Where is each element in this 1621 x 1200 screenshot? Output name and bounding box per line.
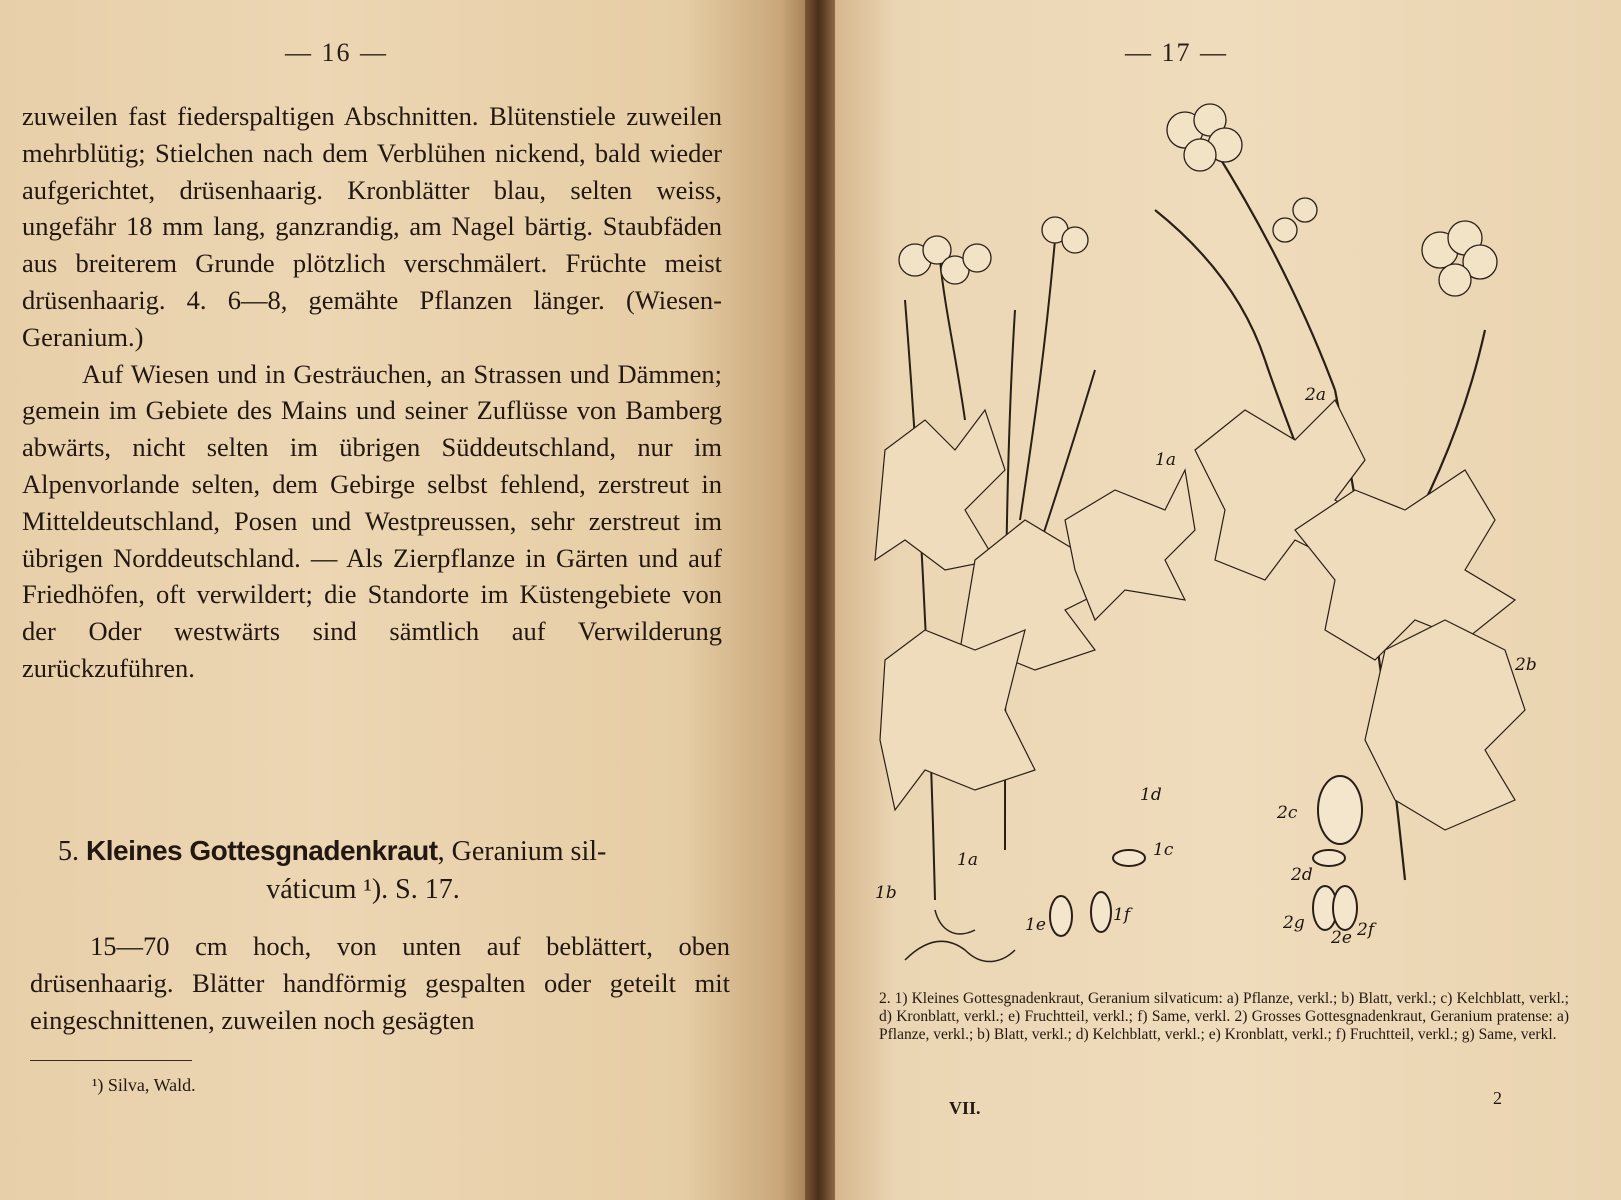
label-1a-top: 1a bbox=[1155, 450, 1176, 470]
footnote: ¹) Silva, Wald. bbox=[92, 1075, 196, 1095]
species-latin-1: , Geranium sil- bbox=[437, 836, 607, 867]
species-name: Kleines Gottesgnadenkraut bbox=[86, 835, 438, 866]
detail-figures bbox=[1050, 776, 1362, 936]
label-2e: 2e bbox=[1331, 928, 1352, 948]
label-1c: 1c bbox=[1153, 840, 1174, 860]
label-2c: 2c bbox=[1277, 803, 1298, 823]
page-number-right: — 17 — bbox=[1125, 38, 1228, 67]
root bbox=[905, 910, 1015, 962]
leaves bbox=[875, 400, 1525, 830]
left-body-text bbox=[22, 98, 722, 687]
label-1b: 1b bbox=[875, 883, 897, 903]
left-page bbox=[0, 0, 805, 1200]
label-1e: 1e bbox=[1025, 915, 1046, 935]
label-1a-bottom: 1a bbox=[957, 850, 978, 870]
paragraph-2: Auf Wiesen und in Gesträuchen, an Strassen und Dämmen; gemein im Gebiete des Mains und seiner Zuflüsse von Bamberg abwärts, nicht selten im übrigen Süddeutschland, nur im Alpenvorlande selten, dem Gebirge selbst fehlend, zerstreut in Mitteldeutschland, Posen und Westpreussen, sehr zerstreut im übrigen Norddeutschland. — Als Zierpflanze in Gärten und auf Friedhöfen, oft verwildert; die Standorte im Küstengebiete von der Oder westwärts sind sämtlich auf Verwilderung zurückzuführen. bbox=[22, 358, 722, 683]
label-2d: 2d bbox=[1291, 865, 1313, 885]
label-1f: 1f bbox=[1113, 905, 1131, 925]
label-2g: 2g bbox=[1283, 913, 1305, 933]
paragraph-3: 15—70 cm hoch, von unten auf beblättert, oben drüsenhaarig. Blätter handförmig gespalten oder geteilt mit eingeschnittenen, zuweilen noch gesägten bbox=[30, 931, 730, 1035]
paragraph-1: zuweilen fast fiederspaltigen Abschnitten. Blütenstiele zuweilen mehrblütig; Stielchen nach dem Verblühen nickend, bald wieder aufgerichtet, drüsenhaarig. Kronblätter blau, selten weiss, ungefähr 18 mm lang, ganzrandig, am Nagel bärtig. Staubfäden aus breiterem Grunde plötzlich verschmälert. Früchte meist drüsenhaarig. 4. 6—8, gemähte Pflanzen länger. (Wiesen-Geranium.) bbox=[22, 101, 722, 352]
label-2a: 2a bbox=[1305, 385, 1326, 405]
species-number: 5. bbox=[58, 836, 79, 867]
species-latin-2: váticum ¹). S. 17. bbox=[266, 874, 460, 905]
right-page bbox=[835, 0, 1621, 1200]
left-body-text-2 bbox=[30, 928, 730, 1038]
botanical-illustration bbox=[865, 90, 1565, 980]
book-gutter bbox=[805, 0, 835, 1200]
figure-caption: 2. 1) Kleines Gottesgnadenkraut, Geranium silvaticum: a) Pflanze, verkl.; b) Blatt, verkl.; c) Kelchblatt, verkl.; d) Kronblatt, verkl.; e) Fruchtteil, verkl.; f) Same, verkl. 2) Grosses Gottesgnadenkraut, Geranium pratense: a) Pflanze, verkl.; b) Blatt, verkl.; d) Kelchblatt, verkl.; e) Kronblatt, verkl.; f) Fruchtteil, verkl.; g) Same, verkl. bbox=[879, 990, 1569, 1043]
label-1d: 1d bbox=[1140, 785, 1162, 805]
species-heading bbox=[58, 832, 708, 909]
label-2f: 2f bbox=[1357, 920, 1375, 940]
plate-number: 2 bbox=[1493, 1088, 1502, 1108]
footnote-rule bbox=[30, 1060, 192, 1061]
label-2b: 2b bbox=[1515, 655, 1537, 675]
page-number-left: — 16 — bbox=[285, 38, 388, 67]
flowers bbox=[899, 104, 1497, 296]
plate-roman-numeral: VII. bbox=[949, 1098, 981, 1118]
